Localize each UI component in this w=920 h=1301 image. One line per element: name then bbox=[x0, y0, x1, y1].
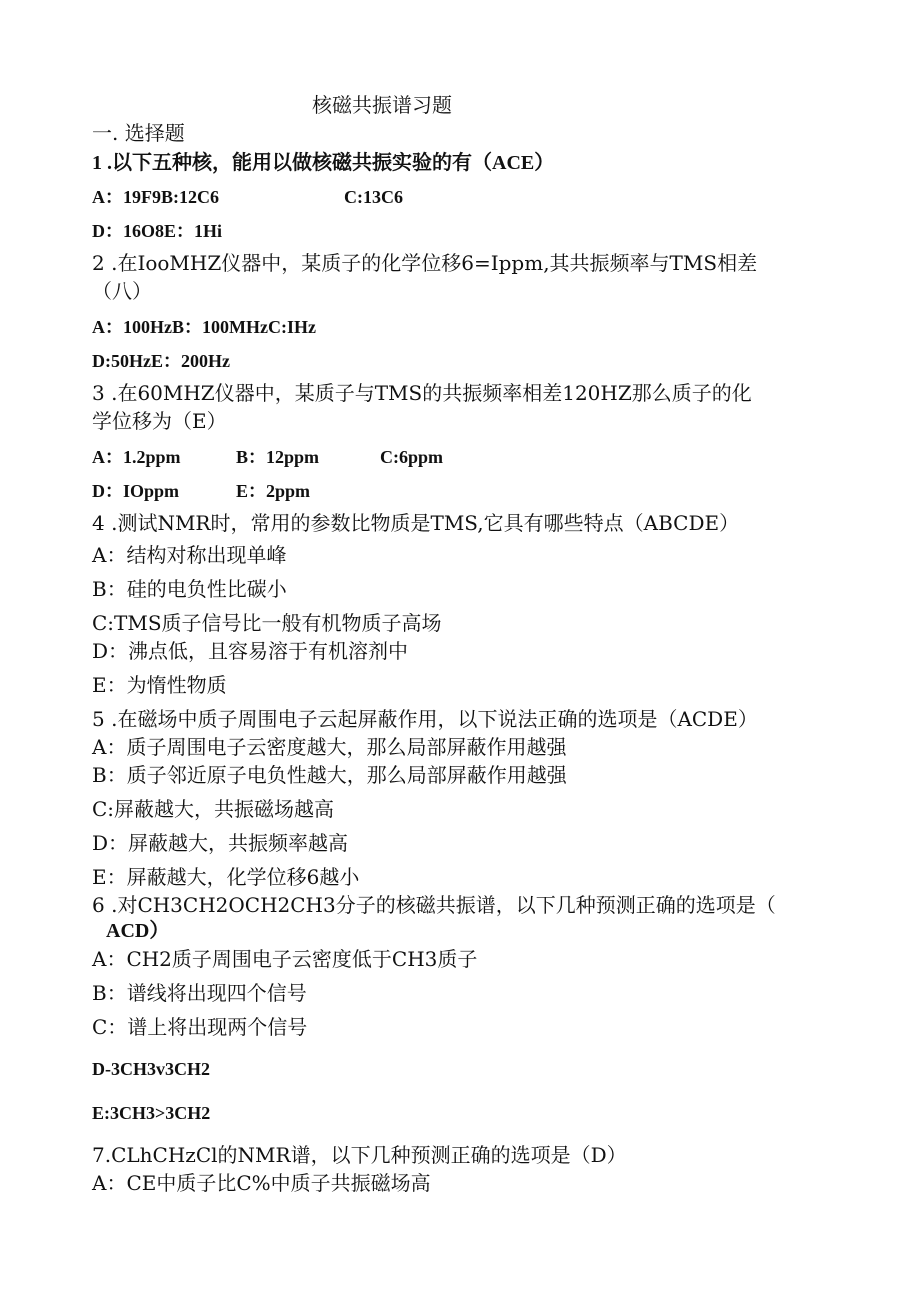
section-heading: 一. 选择题 bbox=[92, 121, 185, 145]
q4-option-c: C:TMS质子信号比一般有机物质子高场 bbox=[92, 611, 442, 635]
q6-stem-line1: 6 .对CH3CH2OCH2CH3分子的核磁共振谱，以下几种预测正确的选项是（ bbox=[92, 893, 776, 917]
q3-option-a: A：1.2ppm bbox=[92, 447, 181, 467]
q1-option-c: C:13C6 bbox=[344, 187, 403, 207]
q3-option-c: C:6ppm bbox=[380, 447, 444, 467]
q5-option-a: A：质子周围电子云密度越大，那么局部屏蔽作用越强 bbox=[92, 735, 567, 759]
q4-option-d: D：沸点低，且容易溶于有机溶剂中 bbox=[92, 639, 409, 663]
q2-stem-line2: （八） bbox=[92, 279, 152, 303]
q6-option-d: D-3CH3v3CH2 bbox=[92, 1059, 210, 1079]
q4-stem: 4 .测试NMR时，常用的参数比物质是TMS,它具有哪些特点（ABCDE） bbox=[92, 511, 740, 535]
q6-option-c: C：谱上将出现两个信号 bbox=[92, 1015, 308, 1039]
q7-option-a: A：CE中质子比C%中质子共振磁场高 bbox=[92, 1171, 431, 1195]
q4-option-a: A：结构对称出现单峰 bbox=[92, 543, 287, 567]
q7-stem: 7.CLhCHzCl的NMR谱，以下几种预测正确的选项是（D） bbox=[92, 1143, 627, 1167]
q3-stem-line2: 学位移为（E） bbox=[92, 409, 227, 433]
q2-options-abc: A：100HzB：100MHzC:IHz bbox=[92, 317, 316, 337]
q5-option-d: D：屏蔽越大，共振频率越高 bbox=[92, 831, 349, 855]
q1-stem: 1 .以下五种核，能用以做核磁共振实验的有（ACE） bbox=[92, 152, 555, 174]
q5-option-e: E：屏蔽越大，化学位移6越小 bbox=[92, 865, 360, 889]
q3-option-d: D：IOppm bbox=[92, 481, 180, 501]
q5-option-c: C:屏蔽越大，共振磁场越高 bbox=[92, 797, 335, 821]
q6-option-e: E:3CH3>3CH2 bbox=[92, 1103, 211, 1123]
q3-option-e: E：2ppm bbox=[236, 481, 311, 501]
q5-option-b: B：质子邻近原子电负性越大，那么局部屏蔽作用越强 bbox=[92, 763, 567, 787]
q3-option-b: B：12ppm bbox=[236, 447, 320, 467]
q2-stem-line1: 2 .在IooMHZ仪器中，某质子的化学位移6=Ippm,其共振频率与TMS相差 bbox=[92, 251, 758, 275]
q5-stem: 5 .在磁场中质子周围电子云起屏蔽作用，以下说法正确的选项是（ACDE） bbox=[92, 707, 758, 731]
q6-option-a: A：CH2质子周围电子云密度低于CH3质子 bbox=[92, 947, 478, 971]
q4-option-b: B：硅的电负性比碳小 bbox=[92, 577, 287, 601]
q2-options-de: D:50HzE：200Hz bbox=[92, 351, 230, 371]
q6-option-b: B：谱线将出现四个信号 bbox=[92, 981, 307, 1005]
page-title: 核磁共振谱习题 bbox=[312, 93, 452, 117]
q4-option-e: E：为惰性物质 bbox=[92, 673, 227, 697]
q6-stem-line2: ACD） bbox=[106, 920, 170, 942]
q1-options-de: D：16O8E：1Hi bbox=[92, 221, 223, 241]
q1-options-ab: A：19F9B:12C6 bbox=[92, 187, 219, 207]
q3-stem-line1: 3 .在60MHZ仪器中，某质子与TMS的共振频率相差120HZ那么质子的化 bbox=[92, 381, 752, 405]
